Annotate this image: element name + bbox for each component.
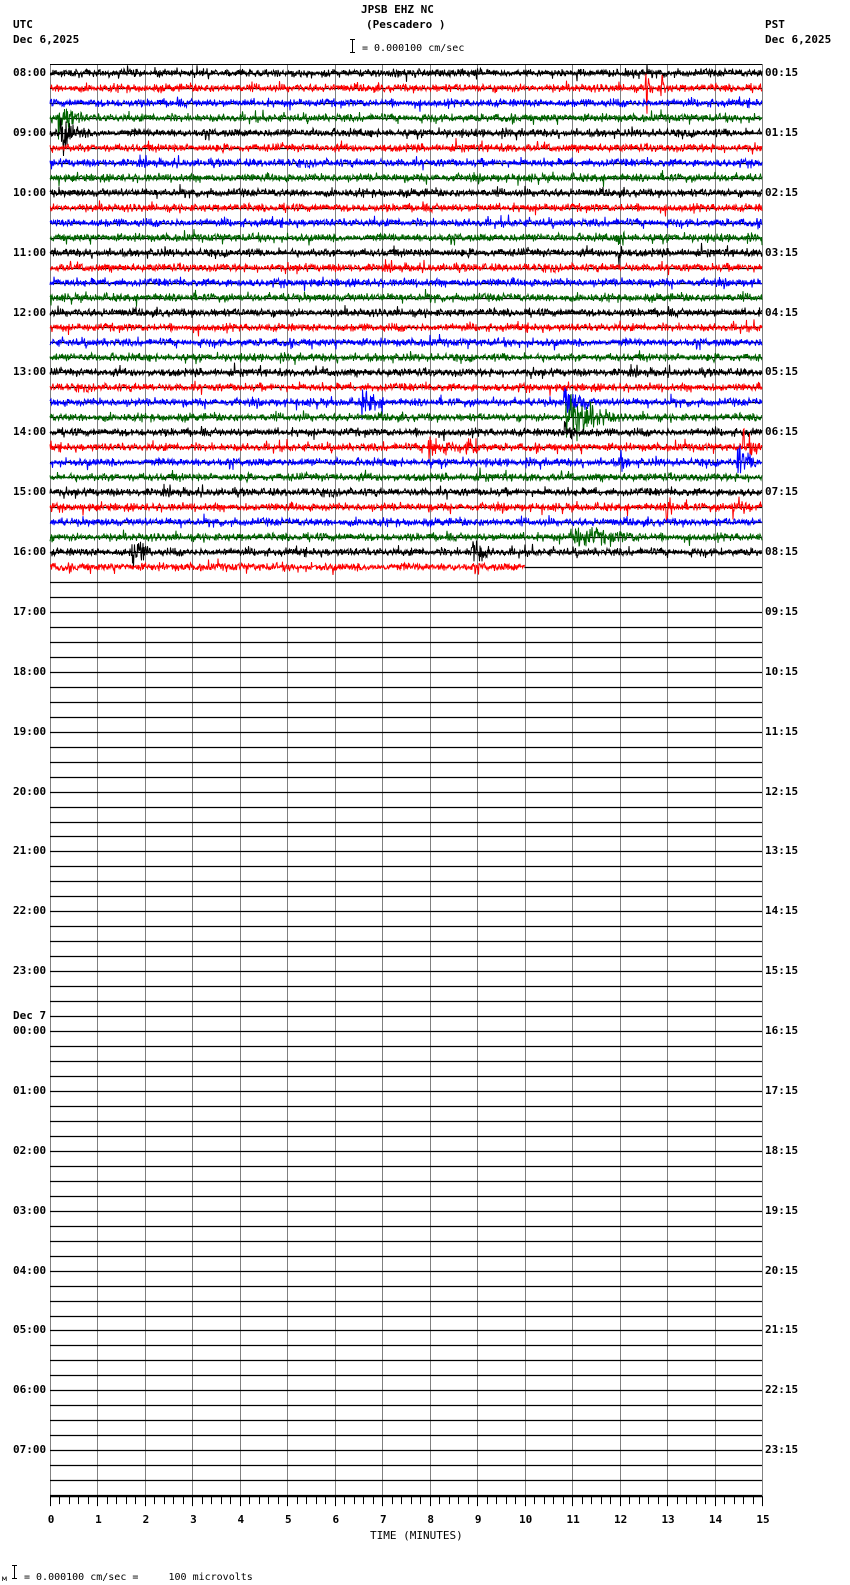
row-baselines (50, 74, 762, 1496)
utc-time-label: 23:00 (13, 964, 47, 978)
utc-time-label: 20:00 (13, 784, 47, 798)
scale-label: = 0.000100 cm/sec (362, 43, 465, 54)
pst-time-label: 13:15 (765, 844, 799, 858)
pst-time-label: 01:15 (765, 125, 799, 139)
utc-time-label: 19:00 (13, 724, 47, 738)
x-axis-title: TIME (MINUTES) (370, 1529, 463, 1542)
footer-scale-bar-icon (14, 1565, 20, 1579)
x-tick-label: 14 (708, 1513, 723, 1526)
pst-time-label: 15:15 (765, 964, 799, 978)
footer-prefix: м (2, 1574, 7, 1583)
x-tick-label: 5 (285, 1513, 292, 1526)
utc-time-label: 11:00 (13, 245, 47, 259)
x-tick-label: 9 (474, 1513, 482, 1526)
utc-time-label: 21:00 (13, 844, 47, 858)
utc-time-label: 18:00 (13, 664, 47, 678)
pst-time-label: 20:15 (765, 1263, 799, 1277)
pst-time-label: 03:15 (765, 245, 799, 259)
pst-time-label: 19:15 (765, 1203, 799, 1217)
utc-time-label: 08:00 (13, 66, 47, 79)
pst-time-label: 06:15 (765, 425, 799, 439)
x-tick-label: 15 (756, 1513, 770, 1526)
utc-time-label: 04:00 (13, 1263, 47, 1277)
utc-time-label: 15:00 (13, 485, 47, 499)
pst-time-label: 16:15 (765, 1024, 799, 1038)
footer-scale-text: = 0.000100 cm/sec = 100 microvolts (24, 1572, 253, 1583)
x-tick-label: 11 (566, 1513, 580, 1526)
pst-time-label: 10:15 (765, 664, 799, 678)
utc-time-label: 16:00 (13, 545, 47, 559)
utc-time-label: 03:00 (13, 1203, 47, 1217)
pst-time-label: 00:15 (765, 66, 799, 79)
pst-time-label: 04:15 (765, 305, 799, 319)
pst-time-label: 05:15 (765, 365, 799, 379)
utc-time-label: 02:00 (13, 1143, 47, 1157)
x-tick-label: 4 (237, 1513, 245, 1526)
utc-time-label: 13:00 (13, 365, 47, 379)
utc-time-label: 01:00 (13, 1083, 47, 1097)
utc-time-label: 12:00 (13, 305, 47, 319)
x-tick-label: 6 (332, 1513, 340, 1526)
pst-time-label: 08:15 (765, 545, 799, 559)
pst-time-label: 21:15 (765, 1323, 799, 1337)
utc-time-label: 10:00 (13, 185, 47, 199)
x-tick-label: 12 (613, 1513, 628, 1526)
utc-time-label: 17:00 (13, 604, 47, 618)
utc-time-label: 06:00 (13, 1383, 47, 1397)
utc-date-label: Dec 6,2025 (13, 33, 80, 46)
station-location: (Pescadero ) (366, 18, 446, 31)
station-title: JPSB EHZ NC (361, 3, 434, 16)
utc-time-label: Dec 7 (13, 1009, 47, 1023)
pst-time-label: 09:15 (765, 604, 799, 618)
pst-time-label: 07:15 (765, 485, 799, 499)
utc-time-label: 09:00 (13, 125, 47, 139)
pst-time-label: 14:15 (765, 904, 799, 918)
x-tick-label: 8 (427, 1513, 435, 1526)
pst-time-label: 17:15 (765, 1083, 799, 1097)
pst-zone-label: PST (765, 18, 785, 31)
x-tick-label: 0 (47, 1513, 55, 1526)
x-tick-label: 2 (142, 1513, 150, 1526)
x-tick-label: 13 (661, 1513, 675, 1526)
pst-time-label: 23:15 (765, 1443, 799, 1457)
time-axis (50, 1496, 763, 1506)
utc-zone-label: UTC (13, 18, 33, 31)
utc-time-label: 22:00 (13, 904, 47, 918)
pst-time-label: 18:15 (765, 1143, 799, 1157)
pst-time-label: 02:15 (765, 185, 799, 199)
x-tick-label: 7 (379, 1513, 387, 1526)
x-tick-label: 3 (190, 1513, 197, 1526)
x-tick-label: 10 (519, 1513, 533, 1526)
pst-time-label: 12:15 (765, 784, 799, 798)
pst-time-label: 22:15 (765, 1383, 799, 1397)
x-tick-label: 1 (95, 1513, 102, 1526)
pst-time-label: 11:15 (765, 724, 799, 738)
seismic-traces (50, 65, 762, 575)
utc-time-label: 05:00 (13, 1323, 47, 1337)
utc-time-label: 00:00 (13, 1024, 47, 1038)
utc-time-label: 07:00 (13, 1443, 47, 1457)
utc-time-label: 14:00 (13, 425, 47, 439)
pst-date-label: Dec 6,2025 (765, 33, 832, 46)
